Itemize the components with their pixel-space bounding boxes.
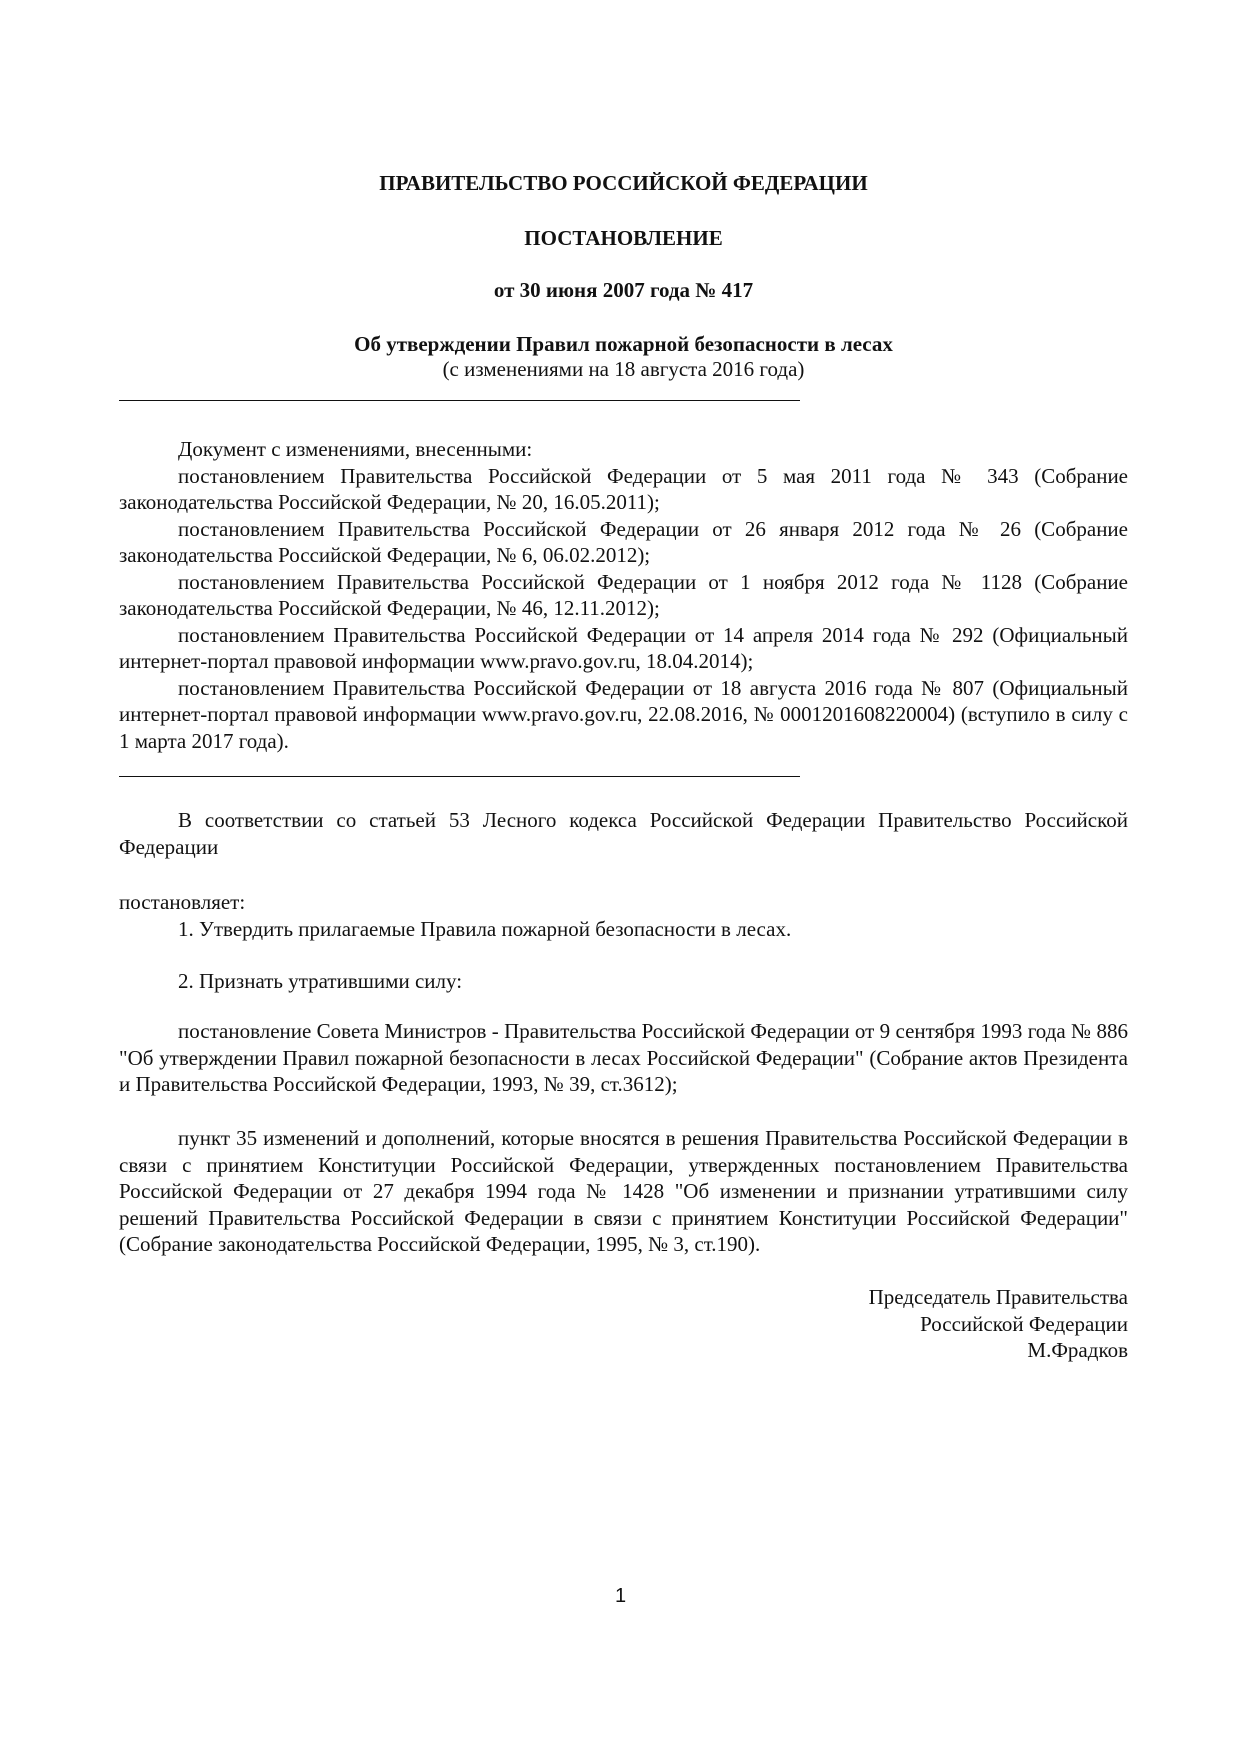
amendments-intro: Документ с изменениями, внесенными: [178,437,533,461]
divider-bottom [119,776,800,777]
resolution-item-2-block [119,968,1128,995]
preamble [119,807,1128,860]
amendment-item: постановлением Правительства Российской Федерации от 26 января 2012 года № 26 (Собрание законодательства Российской Федерации, № 6, 06.02.2012); [119,516,1128,567]
amendment-item: постановлением Правительства Российской Федерации от 1 ноября 2012 года № 1128 (Собрание законодательства Российской Федерации, № 46, 12.11.2012); [119,569,1128,620]
resolves-text: постановляет: [119,890,246,914]
repealed-act-1-block [119,1018,1128,1098]
signature-organization: Российской Федерации [920,1311,1128,1336]
divider-top [119,400,800,401]
document-subject: Об утверждении Правил пожарной безопасности в лесах [354,332,893,356]
amendment-item: постановлением Правительства Российской Федерации от 18 августа 2016 года № 807 (Официальный интернет-портал правовой информации www.pravo.gov.ru, 22.08.2016, № 0001201608220004) (вступило в силу с 1 марта 2017 года). [119,675,1128,753]
signature-title: Председатель Правительства [868,1285,1128,1309]
resolution-item-2: 2. Признать утратившими силу: [178,969,463,993]
amendment-item: постановлением Правительства Российской Федерации от 5 мая 2011 года № 343 (Собрание законодательства Российской Федерации, № 20, 16.05.2011); [119,463,1128,514]
page-number: 1 [614,1585,627,1607]
document-type-heading: ПОСТАНОВЛЕНИЕ [524,226,723,250]
resolution [119,889,1128,942]
repealed-act-2: пункт 35 изменений и дополнений, которые вносятся в решения Правительства Российской Федерации в связи с принятием Конституции Российской Федерации, утвержденных постановлением Правительства Российской Федерации от 27 декабря 1994 года № 1428 "Об изменении и признании утратившими силу решений Правительства Российской Федерации в связи с принятием Конституции Российской Федерации" (Собрание законодательства Российской Федерации, 1995, № 3, ст.190). [119,1126,1128,1256]
amendment-item: постановлением Правительства Российской Федерации от 14 апреля 2014 года № 292 (Официальный интернет-портал правовой информации www.pravo.gov.ru, 18.04.2014); [119,622,1128,673]
resolution-item-1: 1. Утвердить прилагаемые Правила пожарной безопасности в лесах. [178,916,792,941]
revision-note: (с изменениями на 18 августа 2016 года) [442,357,805,381]
repealed-act-2-block [119,1125,1128,1258]
amendments-list [119,436,1128,754]
authority-heading: ПРАВИТЕЛЬСТВО РОССИЙСКОЙ ФЕДЕРАЦИИ [379,171,868,195]
preamble-text: В соответствии со статьей 53 Лесного кодекса Российской Федерации Правительство Российской Федерации [119,808,1128,859]
signature-block [869,1284,1128,1364]
document-date-number: от 30 июня 2007 года № 417 [493,278,754,302]
repealed-act-1: постановление Совета Министров - Правительства Российской Федерации от 9 сентября 1993 года № 886 "Об утверждении Правил пожарной безопасности в лесах Российской Федерации" (Собрание актов Президента и Правительства Российской Федерации, 1993, № 39, ст.3612); [119,1019,1128,1096]
signature-name: М.Фрадков [1027,1338,1128,1362]
